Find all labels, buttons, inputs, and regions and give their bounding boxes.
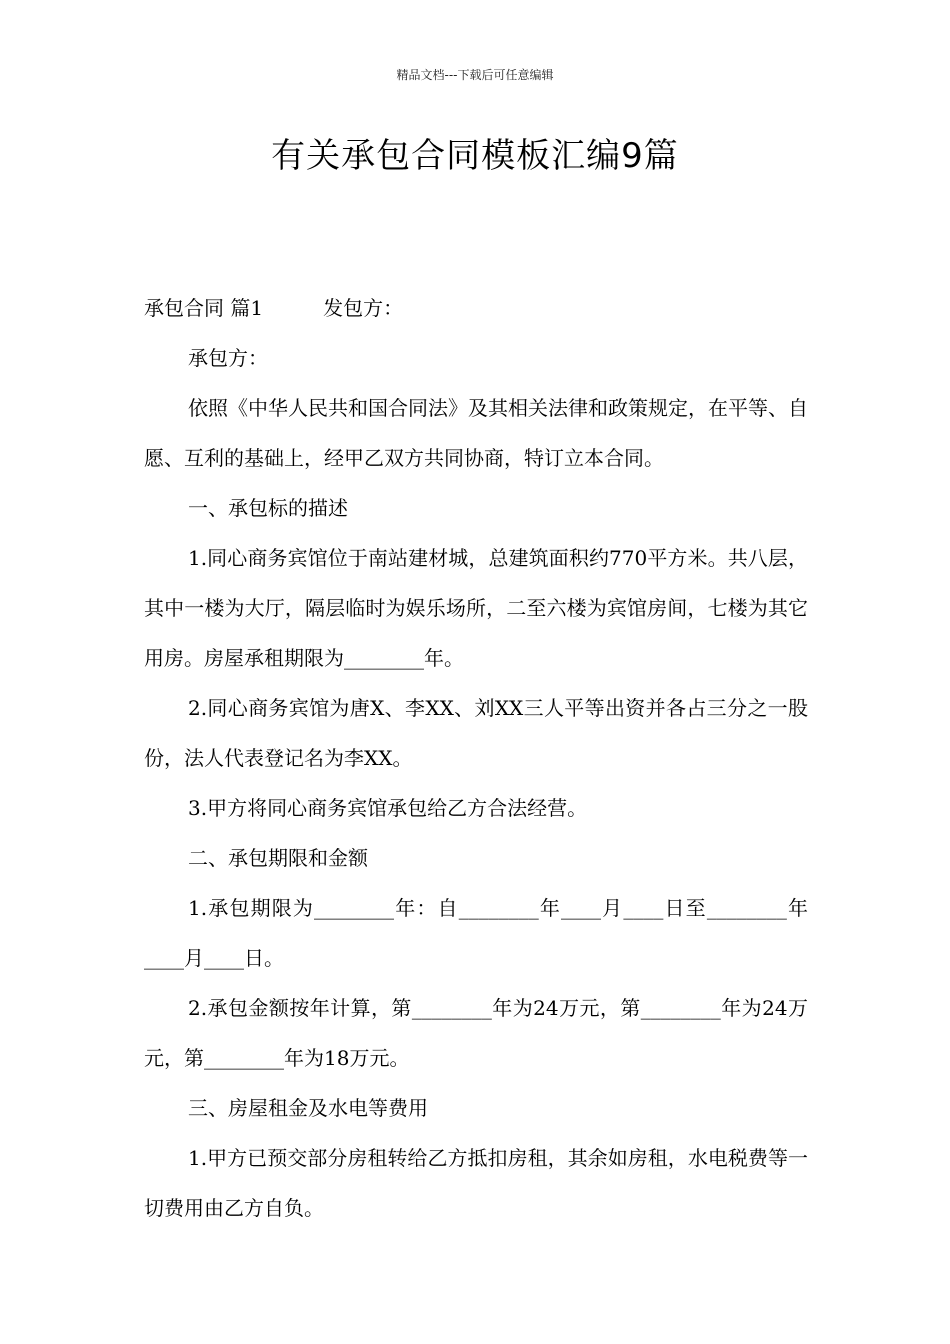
clause-1-2: 2.同心商务宾馆为唐X、李XX、刘XX三人平等出资并各占三分之一股份，法人代表登记名为李XX。 — [144, 696, 808, 770]
section-heading-2: 二、承包期限和金额 — [188, 846, 368, 870]
header-note: 精品文档---下载后可任意编辑 — [396, 68, 554, 82]
contract-heading-line — [144, 283, 808, 333]
document-title: 有关承包合同模板汇编9篇 — [271, 136, 679, 176]
clause-3-1: 1.甲方已预交部分房租转给乙方抵扣房租，其余如房租，水电税费等一切费用由乙方自负。 — [144, 1146, 808, 1220]
preamble-paragraph: 依照《中华人民共和国合同法》及其相关法律和政策规定，在平等、自愿、互利的基础上，经甲乙双方共同协商，特订立本合同。 — [144, 396, 808, 470]
clause-2-2: 2.承包金额按年计算，第________年为24万元，第________年为24万元，第________年为18万元。 — [144, 996, 808, 1070]
contract-heading: 承包合同 篇1 — [144, 296, 264, 320]
document-body — [144, 283, 808, 1233]
party-a-label: 发包方： — [323, 296, 404, 320]
section-heading-3: 三、房屋租金及水电等费用 — [188, 1096, 428, 1120]
clause-2-1: 1.承包期限为________年：自________年____月____日至________年____月____日。 — [144, 896, 808, 970]
section-heading-1: 一、承包标的描述 — [188, 496, 348, 520]
clause-1-3: 3.甲方将同心商务宾馆承包给乙方合法经营。 — [188, 796, 588, 820]
clause-1-1: 1.同心商务宾馆位于南站建材城，总建筑面积约770平方米。共八层，其中一楼为大厅，隔层临时为娱乐场所，二至六楼为宾馆房间，七楼为其它用房。房屋承租期限为________年。 — [144, 546, 808, 670]
party-b-label: 承包方： — [188, 346, 268, 370]
